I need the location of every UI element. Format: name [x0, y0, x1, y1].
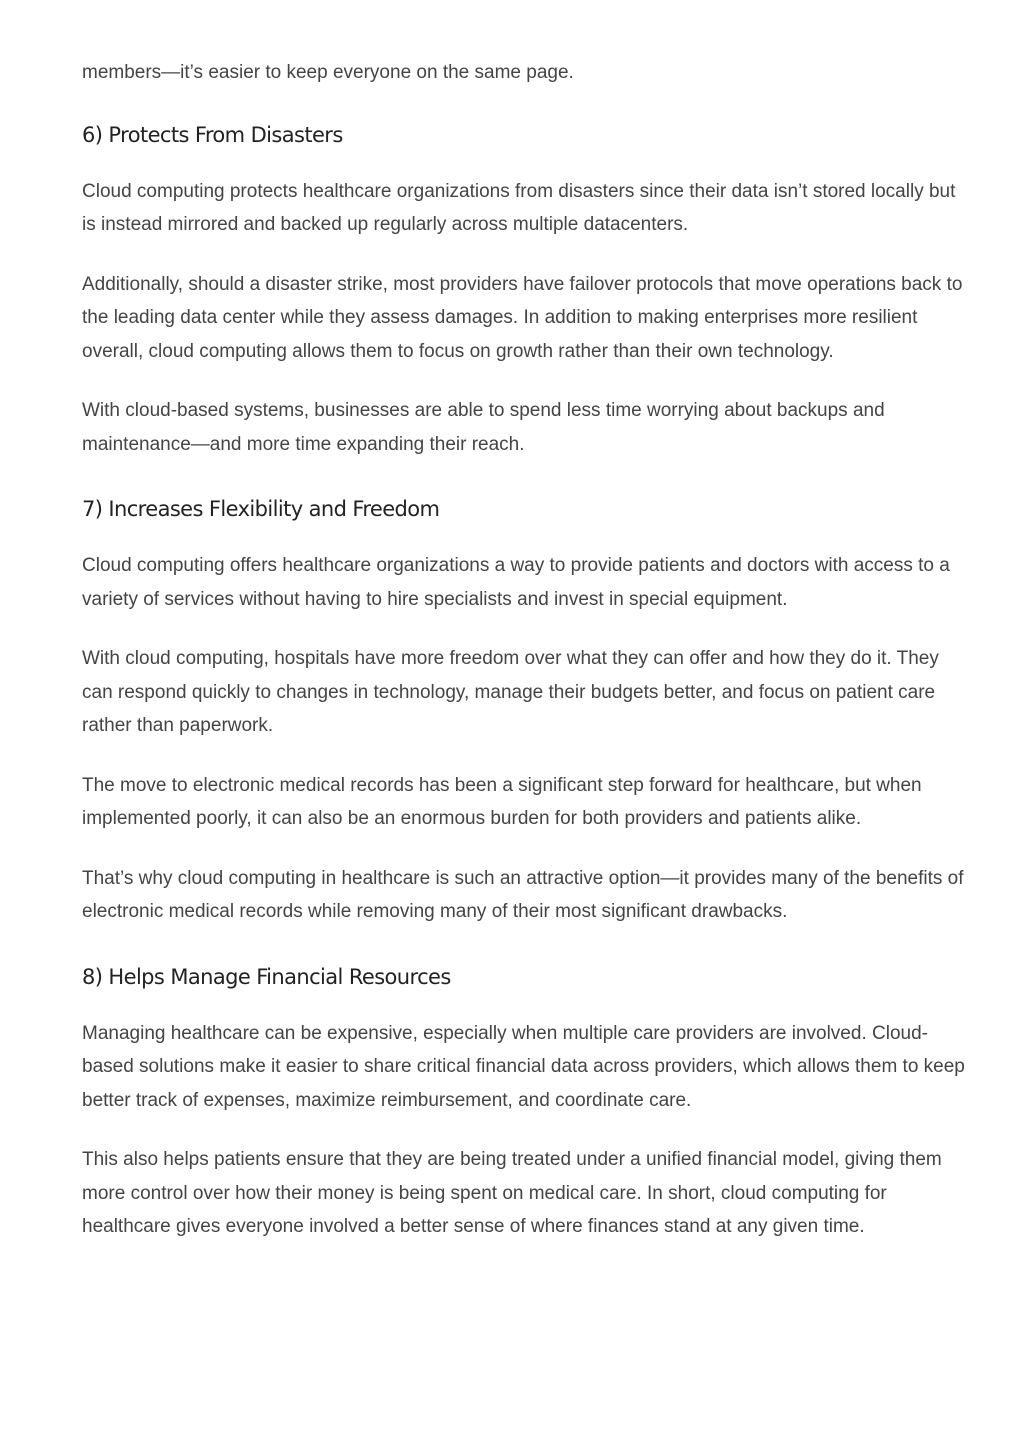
paragraph: This also helps patients ensure that they are being treated under a unified financial model, giving them more control over how their money is being spent on medical care. In short, cloud computing for healthcare gives everyone involved a better sense of where finances stand at any given time.: [82, 1149, 942, 1237]
section-manage-financial-resources: [82, 962, 974, 1244]
paragraph: With cloud-based systems, businesses are able to spend less time worrying about backups and maintenance—and more time expanding their reach.: [82, 400, 885, 455]
section-heading: 6) Protects From Disasters: [82, 122, 343, 147]
paragraph: The move to electronic medical records has been a significant step forward for healthcare, but when implemented poorly, it can also be an enormous burden for both providers and patients alike.: [82, 774, 922, 829]
section-heading: 8) Helps Manage Financial Resources: [82, 964, 451, 989]
paragraph: Cloud computing protects healthcare organizations from disasters since their data isn’t stored locally but is instead mirrored and backed up regularly across multiple datacenters.: [82, 180, 956, 235]
article-body: [82, 56, 974, 1270]
intro-tail-paragraph: members—it’s easier to keep everyone on the same page.: [82, 62, 574, 83]
section-protects-from-disasters: [82, 120, 974, 462]
paragraph: That’s why cloud computing in healthcare is such an attractive option—it provides many of the benefits of electronic medical records while removing many of their most significant drawbacks.: [82, 867, 964, 922]
paragraph: Managing healthcare can be expensive, especially when multiple care providers are involved. Cloud-based solutions make it easier to share critical financial data across providers, which allows them to keep better track of expenses, maximize reimbursement, and coordinate care.: [82, 1022, 965, 1111]
paragraph: Cloud computing offers healthcare organizations a way to provide patients and doctors with access to a variety of services without having to hire specialists and invest in special equipment.: [82, 555, 950, 610]
paragraph: With cloud computing, hospitals have more freedom over what they can offer and how they do it. They can respond quickly to changes in technology, manage their budgets better, and focus on patient care rather than paperwork.: [82, 648, 939, 736]
section-heading: 7) Increases Flexibility and Freedom: [82, 497, 440, 521]
paragraph: Additionally, should a disaster strike, most providers have failover protocols that move operations back to the leading data center while they assess damages. In addition to making enterprises more resilient overall, cloud computing allows them to focus on growth rather than their own technology.: [82, 273, 963, 362]
section-increases-flexibility: [82, 494, 974, 929]
